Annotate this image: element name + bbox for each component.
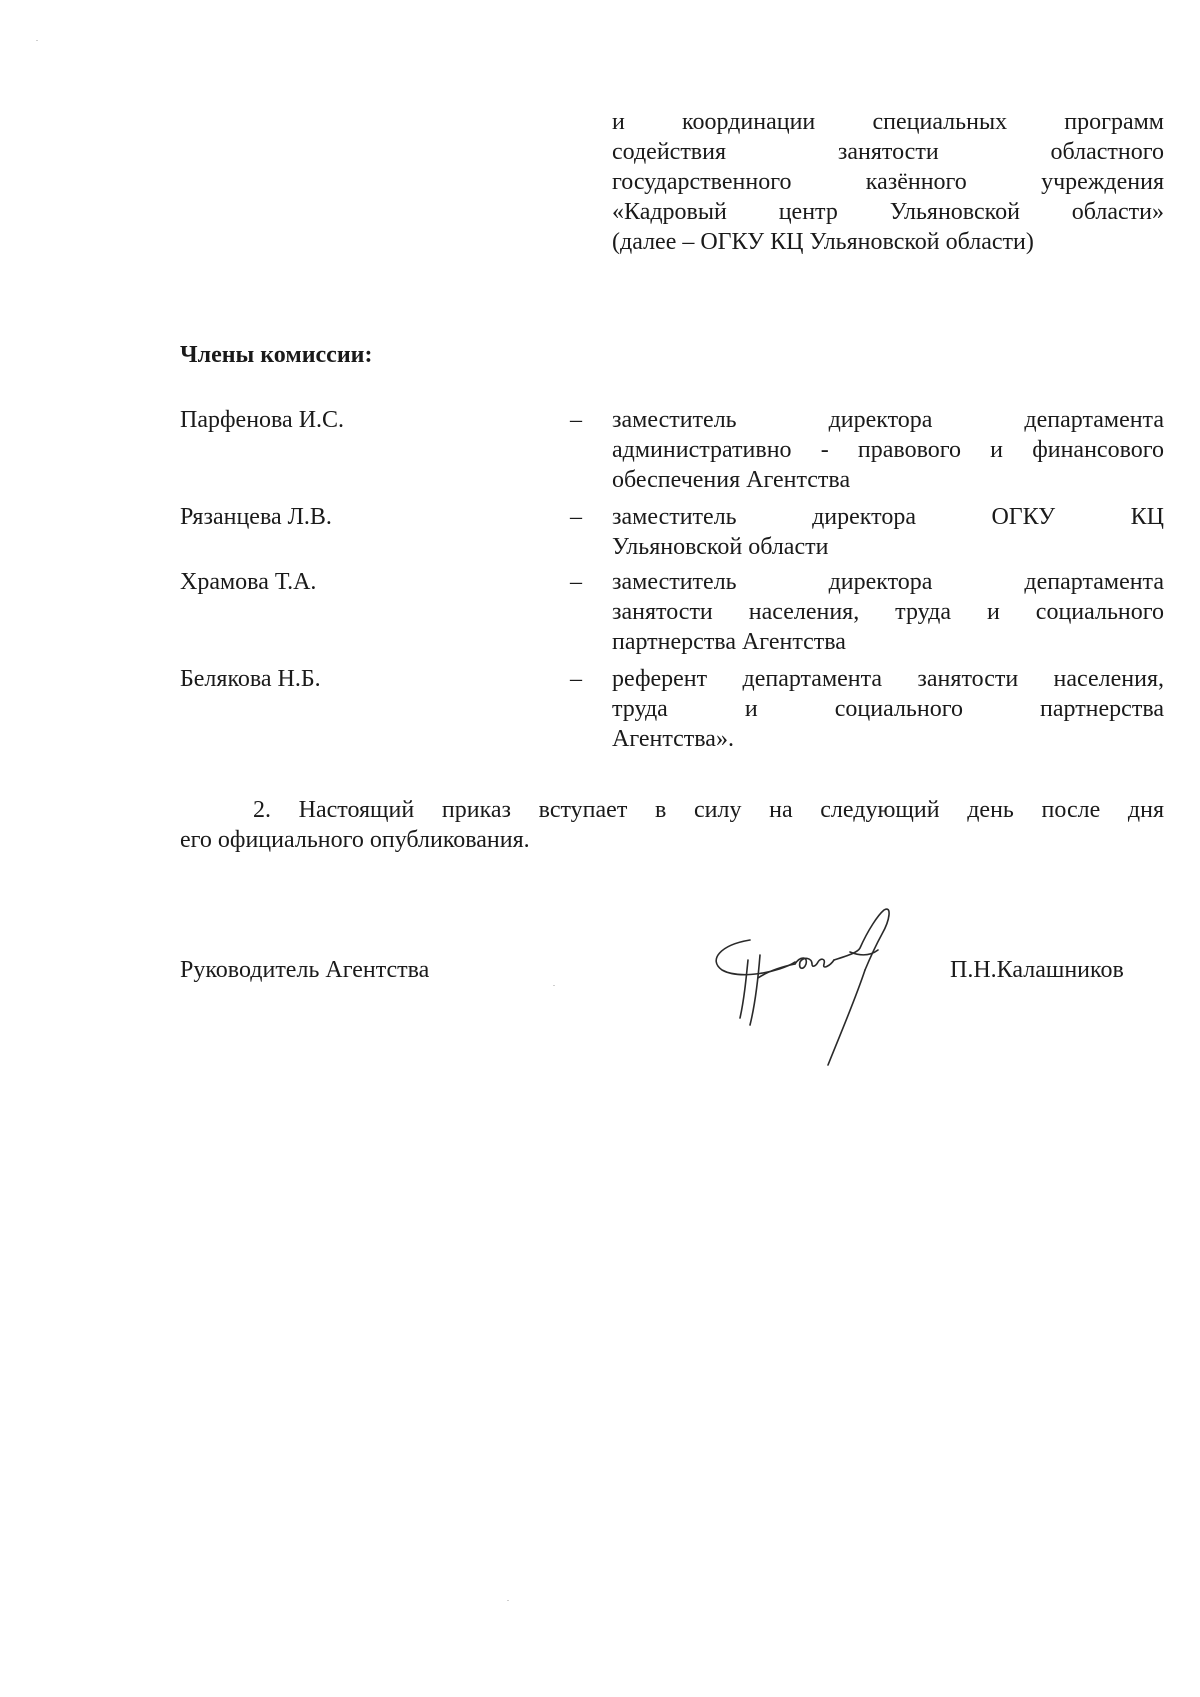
role-line: обеспечения Агентства	[612, 467, 851, 493]
intro-line: «Кадровый центр Ульяновской области»	[612, 199, 1164, 225]
role-line: заместитель директора департамента	[612, 569, 1164, 595]
role-line: партнерства Агентства	[612, 629, 846, 655]
member-dash: –	[570, 407, 582, 433]
role-line: административно - правового и финансового	[612, 437, 1164, 463]
scan-speck	[553, 985, 555, 986]
scan-speck	[36, 40, 38, 41]
role-line: Ульяновской области	[612, 534, 829, 560]
intro-line: (далее – ОГКУ КЦ Ульяновской области)	[612, 229, 1034, 255]
intro-line: содействия занятости областного	[612, 139, 1164, 165]
member-role	[612, 567, 1164, 657]
member-name: Храмова Т.А.	[180, 569, 317, 595]
member-dash: –	[570, 569, 582, 595]
signatory-name: П.Н.Калашников	[950, 957, 1124, 983]
member-dash: –	[570, 504, 582, 530]
clause-paragraph	[180, 795, 1164, 855]
member-name: Белякова Н.Б.	[180, 666, 321, 692]
member-dash: –	[570, 666, 582, 692]
role-line: Агентства».	[612, 726, 734, 752]
member-name: Парфенова И.С.	[180, 407, 345, 433]
clause-line: его официального опубликования.	[180, 827, 530, 853]
clause-line: 2. Настоящий приказ вступает в силу на следующий день после дня	[253, 797, 1164, 823]
intro-line: государственного казённого учреждения	[612, 169, 1164, 195]
commission-chair-role	[612, 107, 1164, 257]
handwritten-signature	[700, 900, 940, 1090]
member-role	[612, 664, 1164, 754]
intro-line: и координации специальных программ	[612, 109, 1164, 135]
role-line: референт департамента занятости населения,	[612, 666, 1164, 692]
role-line: заместитель директора ОГКУ КЦ	[612, 504, 1164, 530]
member-role	[612, 405, 1164, 495]
section-title: Члены комиссии:	[180, 342, 373, 368]
member-role	[612, 502, 1164, 562]
scan-speck	[507, 1600, 509, 1601]
signatory-title: Руководитель Агентства	[180, 957, 430, 983]
member-name: Рязанцева Л.В.	[180, 504, 332, 530]
role-line: занятости населения, труда и социального	[612, 599, 1164, 625]
role-line: заместитель директора департамента	[612, 407, 1164, 433]
role-line: труда и социального партнерства	[612, 696, 1164, 722]
